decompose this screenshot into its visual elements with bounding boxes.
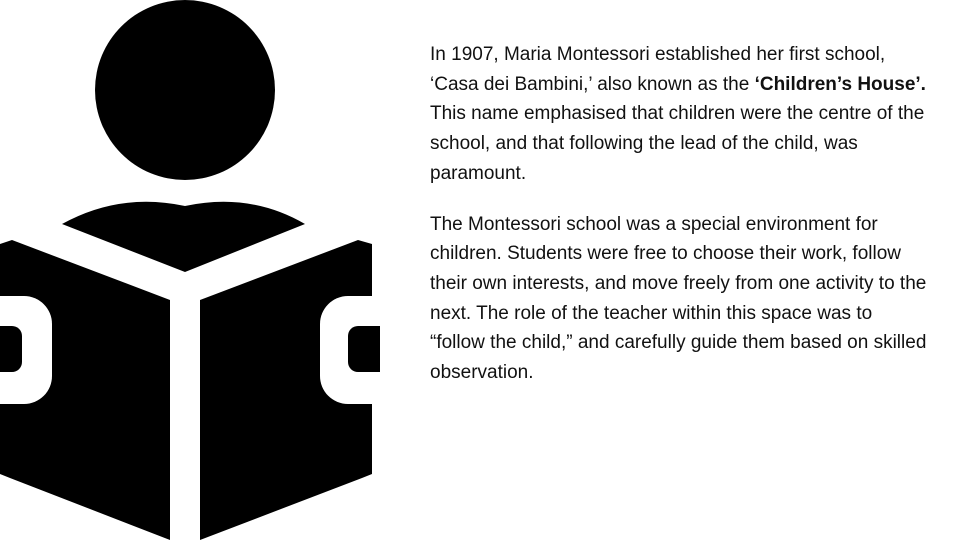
right-hand xyxy=(348,326,380,372)
childrens-house-name: ‘Children’s House’. xyxy=(754,73,926,95)
reader-shoulders xyxy=(62,202,305,272)
paragraph-history-intro: In 1907, Maria Montessori established her first school, ‘Casa dei Bambini,’ also known as the xyxy=(430,44,886,95)
text-block xyxy=(430,40,930,409)
paragraph-environment: The Montessori school was a special environment for children. Students were free to choose their work, follow their own interests, and move freely from one activity to the next. The role of the teacher within this space was to “follow the child,” and carefully guide them based on skilled observation. xyxy=(430,213,927,384)
person-reading-book-icon xyxy=(0,0,380,540)
paragraph-history-rest: This name emphasised that children were the centre of the school, and that following the lead of the child, was paramount. xyxy=(430,103,925,184)
paragraph-history xyxy=(430,40,930,189)
reader-head xyxy=(95,0,275,180)
left-hand xyxy=(0,326,22,372)
